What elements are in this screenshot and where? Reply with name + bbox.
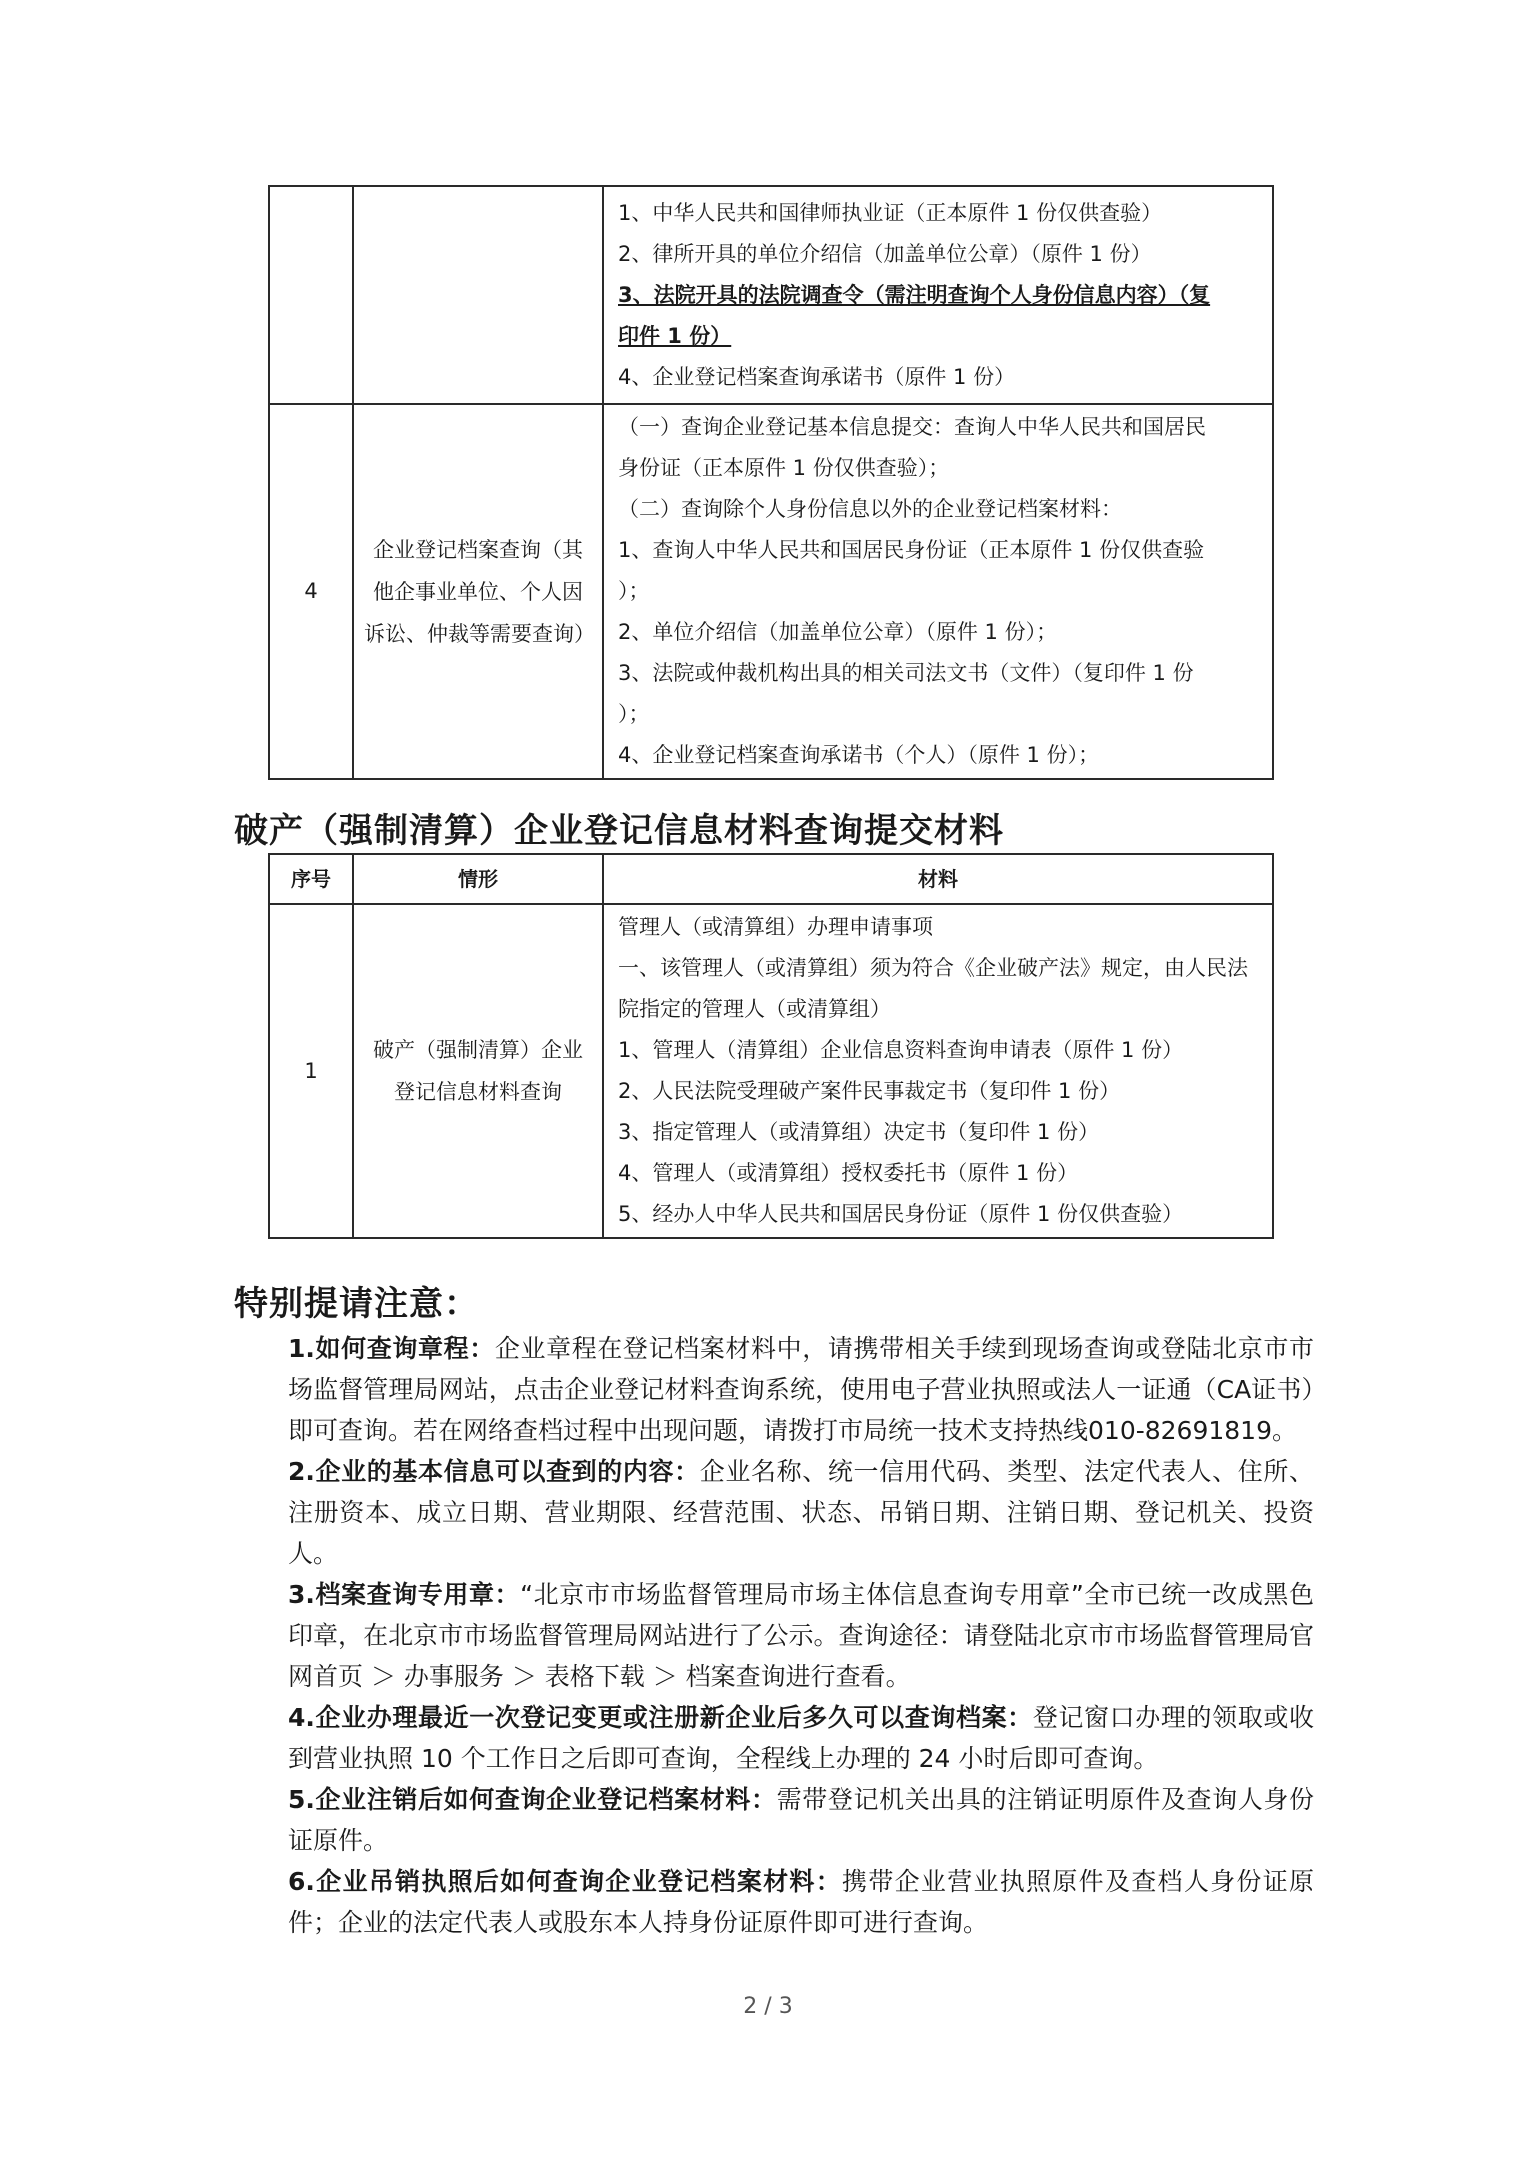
notice-item <box>234 1451 1314 1574</box>
notice-item-text: 登记窗口办理的领取或收到营业执照 10 个工作日之后即可查询，全程线上办理的 24 小时后即可查询。 <box>288 1703 1314 1773</box>
notice-item-text: 企业章程在登记档案材料中，请携带相关手续到现场查询或登陆北京市市场监督管理局网站，点击企业登记材料查询系统，使用电子营业执照或法人一证通（CA证书）即可查询。若在网络查档过程中出现问题，请拨打市局统一技术支持热线010-82691819。 <box>288 1334 1314 1445</box>
notice-item-label: 1.如何查询章程： <box>288 1334 495 1363</box>
materials-cell <box>603 186 1273 404</box>
material-line: 1、中华人民共和国律师执业证（正本原件 1 份仅供查验） <box>618 200 1163 225</box>
row-number-cell <box>269 186 353 404</box>
material-line: （二）查询除个人身份信息以外的企业登记档案材料： <box>618 497 1122 521</box>
material-line: 4、企业登记档案查询承诺书（原件 1 份） <box>618 364 1016 389</box>
material-line: 3、法院或仲裁机构出具的相关司法文书（文件）（复印件 1 份 <box>618 661 1194 685</box>
table-header-row <box>269 854 1273 904</box>
notice-item <box>234 1697 1314 1779</box>
materials-cell <box>603 404 1273 779</box>
bankruptcy-materials-table <box>268 853 1274 1239</box>
table-row <box>269 904 1273 1238</box>
notice-item <box>234 1779 1314 1861</box>
material-line: （一）查询企业登记基本信息提交：查询人中华人民共和国居民 <box>618 415 1206 439</box>
notice-item-label: 5.企业注销后如何查询企业登记档案材料： <box>288 1785 777 1814</box>
notice-item-text: 需带登记机关出具的注销证明原件及查询人身份证原件。 <box>288 1785 1314 1855</box>
material-line: 4、企业登记档案查询承诺书（个人）（原件 1 份）； <box>618 743 1100 767</box>
page-indicator: 2 / 3 <box>743 1994 793 2019</box>
table-row <box>269 404 1273 779</box>
notice-item-label: 3.档案查询专用章： <box>288 1580 521 1609</box>
situation-cell: 企业登记档案查询（其他企事业单位、个人因诉讼、仲裁等需要查询） <box>353 404 603 779</box>
materials-cell <box>603 904 1273 1238</box>
table-row <box>269 186 1273 404</box>
material-line: 院指定的管理人（或清算组） <box>618 997 891 1021</box>
column-header-number: 序号 <box>269 854 353 904</box>
notice-item-text: “北京市市场监督管理局市场主体信息查询专用章”全市已统一改成黑色印章，在北京市市场监督管理局网站进行了公示。查询途径：请登陆北京市市场监督管理局官网首页 ＞ 办事服务 ＞ 表格下载 ＞ 档案查询进行查看。 <box>288 1580 1315 1691</box>
material-line: ）； <box>618 702 650 726</box>
query-materials-table <box>268 185 1274 780</box>
section-heading: 破产（强制清算）企业登记信息材料查询提交材料 <box>234 811 1004 851</box>
material-line: 1、查询人中华人民共和国居民身份证（正本原件 1 份仅供查验 <box>618 538 1205 562</box>
material-line: 印件 1 份） <box>618 323 732 348</box>
row-number-cell: 4 <box>269 404 353 779</box>
notice-item-label: 6.企业吊销执照后如何查询企业登记档案材料： <box>288 1867 843 1896</box>
material-line: 2、律所开具的单位介绍信（加盖单位公章）（原件 1 份） <box>618 241 1152 266</box>
notice-item-label: 4.企业办理最近一次登记变更或注册新企业后多久可以查询档案： <box>288 1703 1033 1732</box>
material-line: 3、法院开具的法院调查令（需注明查询个人身份信息内容）（复 <box>618 282 1211 307</box>
notice-item-text: 企业名称、统一信用代码、类型、法定代表人、住所、注册资本、成立日期、营业期限、经营范围、状态、吊销日期、注销日期、登记机关、投资人。 <box>288 1457 1314 1568</box>
notice-item <box>234 1328 1314 1451</box>
notice-heading: 特别提请注意： <box>234 1284 479 1324</box>
material-line: 1、管理人（清算组）企业信息资料查询申请表（原件 1 份） <box>618 1038 1184 1062</box>
material-line: 身份证（正本原件 1 份仅供查验）； <box>618 456 950 480</box>
material-line: 管理人（或清算组）办理申请事项 <box>618 915 933 939</box>
notice-list <box>234 1328 1314 1943</box>
notice-item-label: 2.企业的基本信息可以查到的内容： <box>288 1457 700 1486</box>
material-line: 2、单位介绍信（加盖单位公章）（原件 1 份）； <box>618 620 1058 644</box>
column-header-situation: 情形 <box>353 854 603 904</box>
material-line: 5、经办人中华人民共和国居民身份证（原件 1 份仅供查验） <box>618 1202 1184 1226</box>
material-line: 3、指定管理人（或清算组）决定书（复印件 1 份） <box>618 1120 1100 1144</box>
notice-item <box>234 1574 1314 1697</box>
material-line: ）； <box>618 579 650 603</box>
material-line: 2、人民法院受理破产案件民事裁定书（复印件 1 份） <box>618 1079 1121 1103</box>
row-number-cell: 1 <box>269 904 353 1238</box>
situation-cell: 破产（强制清算）企业登记信息材料查询 <box>353 904 603 1238</box>
material-line: 4、管理人（或清算组）授权委托书（原件 1 份） <box>618 1161 1079 1185</box>
material-line: 一、该管理人（或清算组）须为符合《企业破产法》规定，由人民法 <box>618 956 1248 980</box>
notice-item-text: 携带企业营业执照原件及查档人身份证原件；企业的法定代表人或股东本人持身份证原件即可进行查询。 <box>288 1867 1314 1937</box>
column-header-materials: 材料 <box>603 854 1273 904</box>
notice-item <box>234 1861 1314 1943</box>
situation-cell <box>353 186 603 404</box>
